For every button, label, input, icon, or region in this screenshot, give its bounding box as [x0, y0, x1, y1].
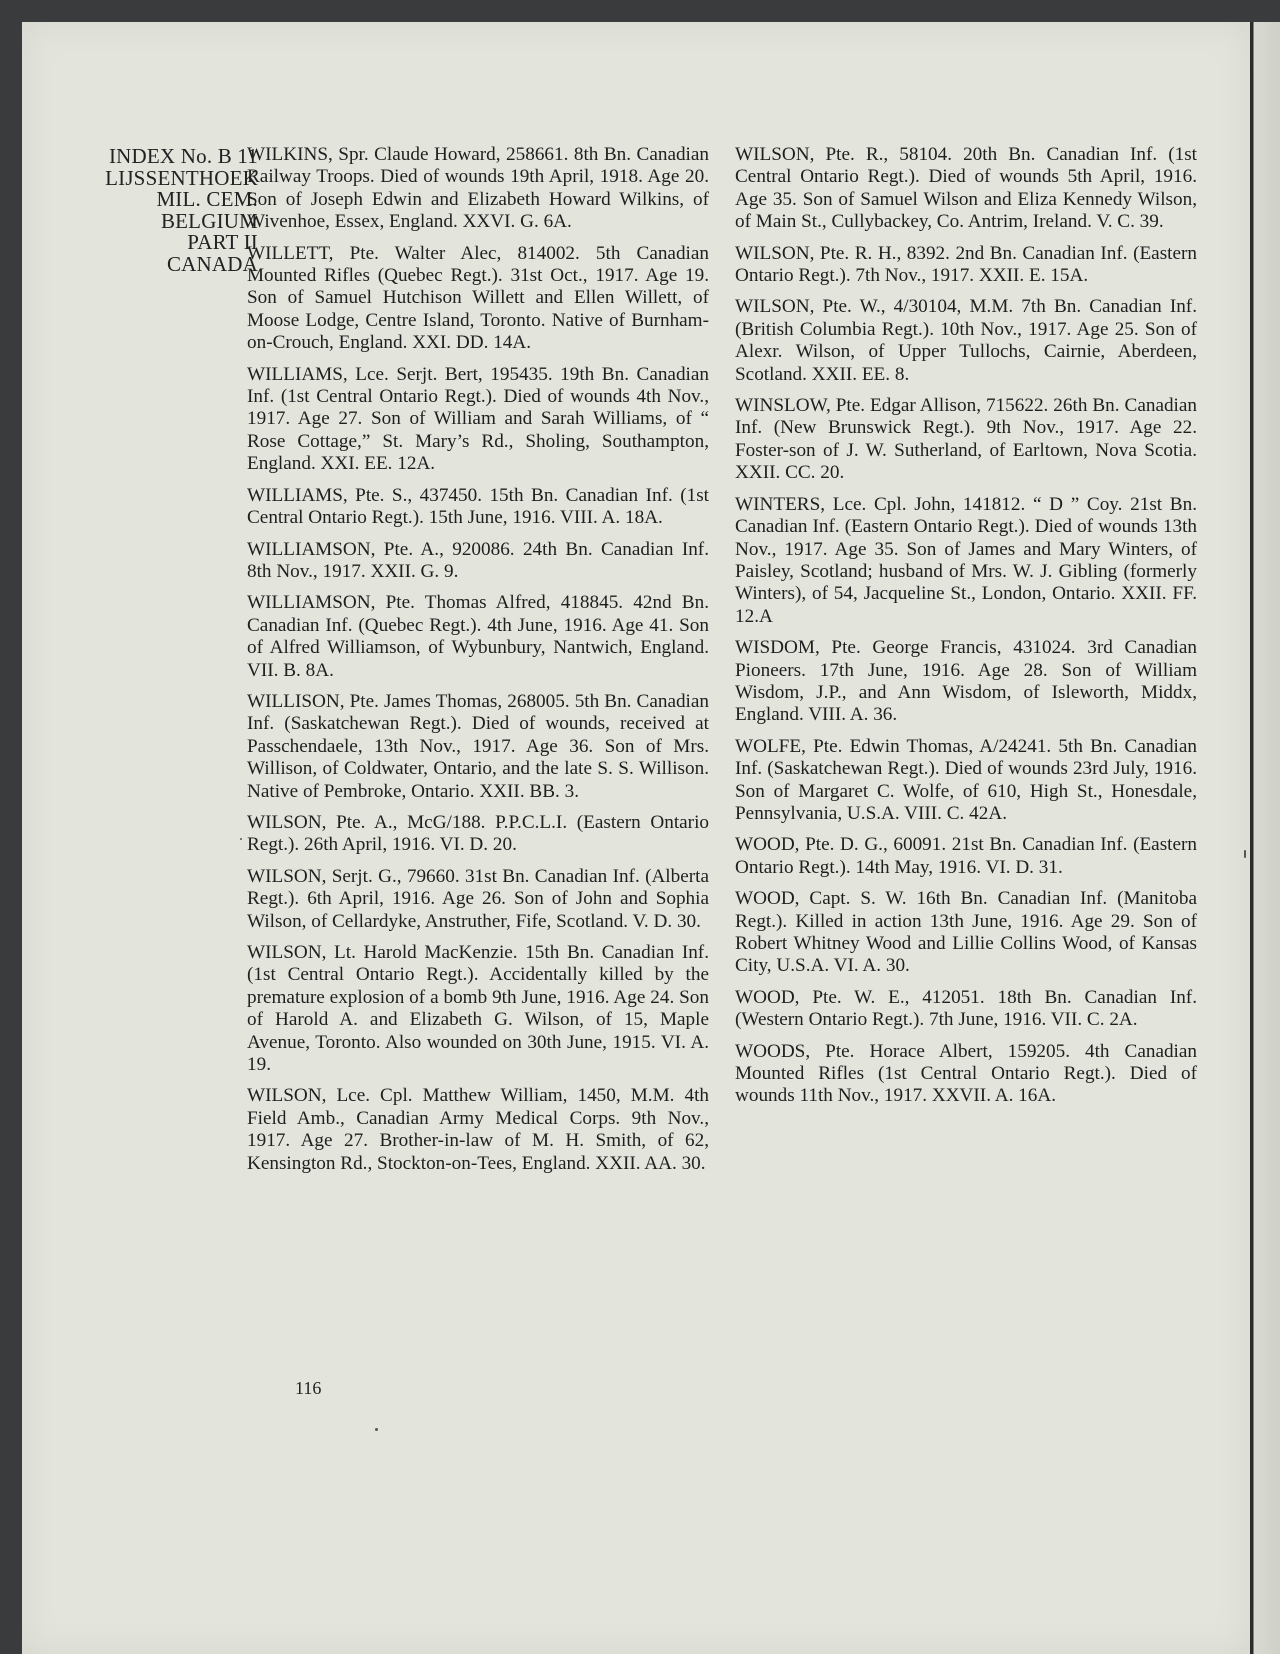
nationality-section: CANADA	[166, 251, 258, 276]
casualty-entry: WINTERS, Lce. Cpl. John, 141812. “ D ” Coy. 21st Bn. Canadian Inf. (Eastern Ontario Regt.). Died of wounds 13th Nov., 1917. Age 35. Son of James and Mary Winters, of Paisley, Scotland; husband of Mrs. W. J. Gibling (formerly Winters), of 54, Jacqueline St., London, Ontario. XXII. FF. 12.A	[735, 493, 1197, 627]
casualty-entry: WILSON, Serjt. G., 79660. 31st Bn. Canadian Inf. (Alberta Regt.). 6th April, 1916. Age 26. Son of John and Sophia Wilson, of Cellardyke, Anstruther, Fife, Scotland. V. D. 30.	[247, 865, 709, 932]
casualty-entry: WILLIAMS, Pte. S., 437450. 15th Bn. Canadian Inf. (1st Central Ontario Regt.). 15th June, 1916. VIII. A. 18A.	[247, 484, 709, 529]
casualty-entry: WILLETT, Pte. Walter Alec, 814002. 5th Canadian Mounted Rifles (Quebec Regt.). 31st Oct., 1917. Age 19. Son of Samuel Hutchison Willett and Ellen Willett, of Moose Lodge, Centre Island, Toronto. Native of Burnham-on-Crouch, England. XXI. DD. 14A.	[247, 242, 709, 354]
casualty-entry: WOOD, Capt. S. W. 16th Bn. Canadian Inf. (Manitoba Regt.). Killed in action 13th June, 1916. Age 29. Son of Robert Whitney Wood and Lillie Collins Wood, of Kansas City, U.S.A. VI. A. 30.	[735, 888, 1197, 977]
index-number: INDEX No. B 11	[108, 144, 258, 168]
casualty-entry: WOOD, Pte. D. G., 60091. 21st Bn. Canadian Inf. (Eastern Ontario Regt.). 14th May, 1916. VI. D. 31.	[735, 834, 1197, 878]
page-number: 116	[295, 1378, 322, 1398]
casualty-entry: WILLISON, Pte. James Thomas, 268005. 5th Bn. Canadian Inf. (Saskatchewan Regt.). Died of wounds, received at Passchendaele, 13th Nov., 1917. Age 36. Son of Mrs. Willison, of Coldwater, Ontario, and the late S. S. Willison. Native of Pembroke, Ontario. XXII. BB. 3.	[247, 690, 709, 802]
casualty-entry: WILLIAMSON, Pte. Thomas Alfred, 418845. 42nd Bn. Canadian Inf. (Quebec Regt.). 4th June, 1916. Age 41. Son of Alfred Williamson, of Wybunbury, Nantwich, England. VII. B. 8A.	[247, 592, 709, 681]
ink-speck	[240, 838, 242, 840]
cemetery-index-label	[58, 146, 258, 275]
ink-speck	[375, 1428, 378, 1431]
casualty-entry: WINSLOW, Pte. Edgar Allison, 715622. 26th Bn. Canadian Inf. (New Brunswick Regt.). 9th Nov., 1917. Age 22. Foster-son of J. W. Sutherland, of Earltown, Nova Scotia. XXII. CC. 20.	[735, 395, 1197, 484]
adjacent-page-edge	[1250, 22, 1280, 1654]
right-column	[735, 144, 1197, 1117]
casualty-entry: WILLIAMS, Lce. Serjt. Bert, 195435. 19th Bn. Canadian Inf. (1st Central Ontario Regt.). Died of wounds 4th Nov., 1917. Age 27. Son of William and Sarah Williams, of “ Rose Cottage,” St. Mary’s Rd., Sholing, Southampton, England. XXI. EE. 12A.	[247, 363, 709, 475]
casualty-entry: WILSON, Pte. R. H., 8392. 2nd Bn. Canadian Inf. (Eastern Ontario Regt.). 7th Nov., 1917. XXII. E. 15A.	[735, 242, 1197, 287]
casualty-entry: WILLIAMSON, Pte. A., 920086. 24th Bn. Canadian Inf. 8th Nov., 1917. XXII. G. 9.	[247, 538, 709, 582]
casualty-entry: WILSON, Pte. A., McG/188. P.P.C.L.I. (Eastern Ontario Regt.). 26th April, 1916. VI. D. 20.	[247, 811, 709, 856]
casualty-entry: WILSON, Lt. Harold MacKenzie. 15th Bn. Canadian Inf. (1st Central Ontario Regt.). Accidentally killed by the premature explosion of a bomb 9th June, 1916. Age 24. Son of Harold A. and Elizabeth G. Wilson, of 15, Maple Avenue, Toronto. Also wounded on 30th June, 1915. VI. A. 19.	[247, 942, 709, 1076]
casualty-entry: WILSON, Pte. W., 4/30104, M.M. 7th Bn. Canadian Inf. (British Columbia Regt.). 10th Nov., 1917. Age 25. Son of Alexr. Wilson, of Upper Tullochs, Cairnie, Aberdeen, Scotland. XXII. EE. 8.	[735, 296, 1197, 385]
casualty-entry: WILSON, Pte. R., 58104. 20th Bn. Canadian Inf. (1st Central Ontario Regt.). Died of wounds 5th April, 1916. Age 35. Son of Samuel Wilson and Eliza Kennedy Wilson, of Main St., Cullybackey, Co. Antrim, Ireland. V. C. 39.	[735, 144, 1197, 233]
casualty-entry: WILKINS, Spr. Claude Howard, 258661. 8th Bn. Canadian Railway Troops. Died of wounds 19th April, 1918. Age 20. Son of Joseph Edwin and Elizabeth Howard Wilkins, of Wivenhoe, Essex, England. XXVI. G. 6A.	[247, 144, 709, 233]
casualty-entry: WOOD, Pte. W. E., 412051. 18th Bn. Canadian Inf. (Western Ontario Regt.). 7th June, 1916. VII. C. 2A.	[735, 986, 1197, 1031]
ink-speck	[1244, 850, 1246, 858]
casualty-entry: WOLFE, Pte. Edwin Thomas, A/24241. 5th Bn. Canadian Inf. (Saskatchewan Regt.). Died of wounds 23rd July, 1916. Son of Margaret C. Wolfe, of 610, High St., Honesdale, Pennsylvania, U.S.A. VIII. C. 42A.	[735, 735, 1197, 824]
casualty-entry: WISDOM, Pte. George Francis, 431024. 3rd Canadian Pioneers. 17th June, 1916. Age 28. Son of William Wisdom, J.P., and Ann Wisdom, of Isleworth, Middx, England. VIII. A. 36.	[735, 637, 1197, 726]
country: BELGIUM	[160, 208, 258, 233]
casualty-entry: WOODS, Pte. Horace Albert, 159205. 4th Canadian Mounted Rifles (1st Central Ontario Regt.). Died of wounds 11th Nov., 1917. XXVII. A. 16A.	[735, 1040, 1197, 1107]
left-column	[247, 144, 709, 1184]
cemetery-type: MIL. CEM.	[156, 187, 258, 211]
casualty-entry: WILSON, Lce. Cpl. Matthew William, 1450, M.M. 4th Field Amb., Canadian Army Medical Corps. 9th Nov., 1917. Age 27. Brother-in-law of M. H. Smith, of 62, Kensington Rd., Stockton-on-Tees, England. XXII. AA. 30.	[247, 1085, 709, 1174]
cemetery-name: LIJSSENTHOEK	[105, 165, 258, 190]
part-number: PART II	[187, 230, 258, 254]
